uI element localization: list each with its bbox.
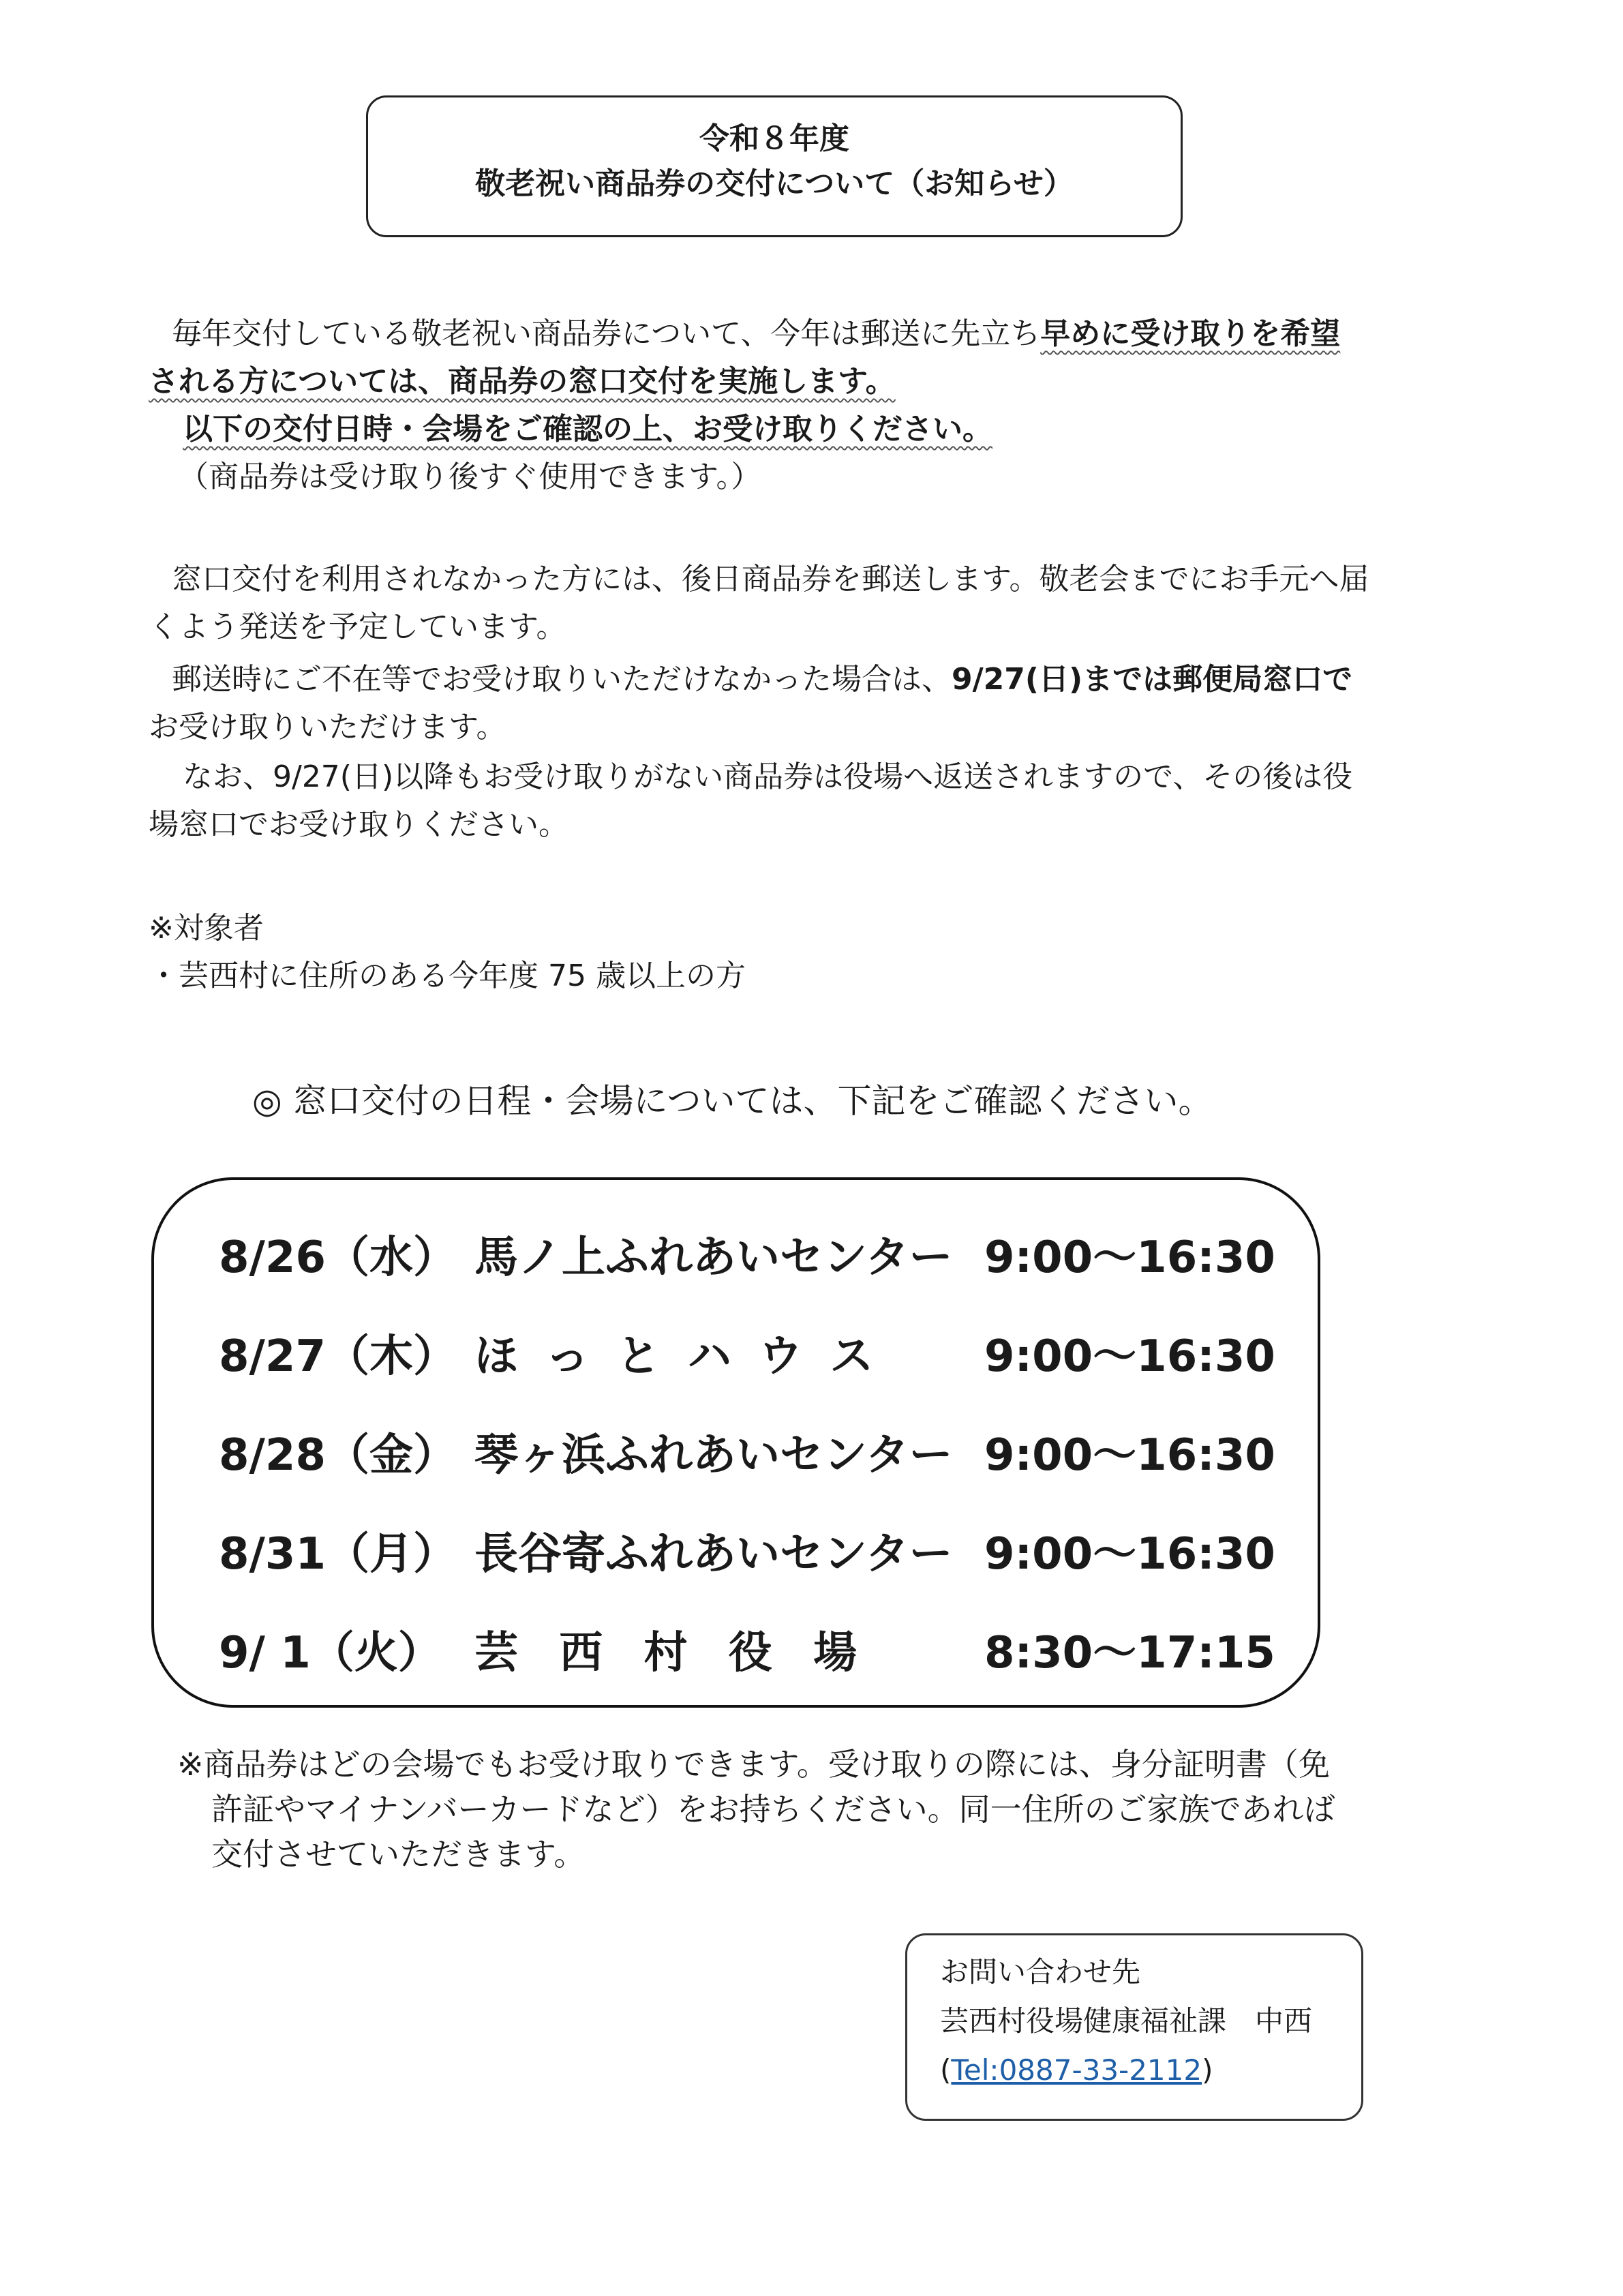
schedule-row [154,1420,1318,1481]
intro-line-3: 以下の交付日時・会場をご確認の上、お受け取りください。 [183,412,992,447]
page-title: 敬老祝い商品券の交付について（お知らせ） [475,166,1074,201]
target-item: ・芸西村に住所のある今年度 75 歳以上の方 [149,958,746,993]
mail-line-6: 場窓口でお受け取りください。 [149,807,568,842]
fiscal-year-label: 令和８年度 [699,121,849,156]
mail-line-2: くよう発送を予定しています。 [149,609,566,644]
schedule-date: 9/ 1（火） [219,1628,442,1678]
schedule-time: 9:00～16:30 [984,1233,1275,1283]
footnote-line-3: 交付させていただきます。 [211,1836,586,1873]
schedule-time: 8:30～17:15 [984,1628,1275,1678]
footnote-line-1: ※商品券はどの会場でもお受け取りできます。受け取りの際には、身分証明書（免 [177,1746,1330,1783]
schedule-date: 8/28（金） [219,1430,457,1481]
contact-box [905,1933,1363,2121]
mail-line-3: 郵送時にご不在等でお受け取りいただけなかった場合は、9/27(日)までは郵便局窓口で [172,662,1353,697]
schedule-date: 8/27（木） [219,1331,457,1382]
contact-tel-line: (Tel:0887-33-2112) [940,2053,1213,2087]
contact-department: 芸西村役場健康福祉課 中西 [940,2004,1313,2038]
contact-heading: お問い合わせ先 [940,1955,1141,1989]
intro-emphasis-a: 早めに受け取りを希望 [1040,316,1341,351]
schedule-row [154,1321,1318,1382]
schedule-venue: ほ っ と ハ ウ ス [474,1331,874,1382]
schedule-venue: 長谷寄ふれあいセンター [474,1529,953,1580]
schedule-venue: 馬ノ上ふれあいセンター [474,1233,953,1283]
schedule-time: 9:00～16:30 [984,1430,1275,1481]
footnote [177,1742,1335,1877]
footnote-line-2: 許証やマイナンバーカードなど）をお持ちください。同一住所のご家族であれば [211,1791,1335,1828]
mail-deadline-emphasis: 9/27(日)までは郵便局窓口で [952,662,1353,697]
schedule-row [154,1222,1318,1283]
intro-line-2: される方については、商品券の窓口交付を実施します。 [149,364,896,399]
schedule-time: 9:00～16:30 [984,1331,1275,1382]
schedule-time: 9:00～16:30 [984,1529,1275,1580]
mail-line-4: お受け取りいただけます。 [149,710,506,744]
schedule-date: 8/31（月） [219,1529,457,1580]
target-heading: ※対象者 [149,911,264,946]
intro-line-1: 毎年交付している敬老祝い商品券について、今年は郵送に先立ち早めに受け取りを希望 [172,316,1341,351]
schedule-box [151,1177,1320,1708]
schedule-row [154,1618,1318,1678]
schedule-row [154,1519,1318,1580]
mail-line-1: 窓口交付を利用されなかった方には、後日商品券を郵送します。敬老会までにお手元へ届 [172,562,1369,596]
tel-link[interactable]: Tel:0887-33-2112 [951,2053,1202,2087]
intro-line-4: （商品券は受け取り後すぐ使用できます。） [179,459,761,494]
schedule-note: ◎ 窓口交付の日程・会場については、下記をご確認ください。 [252,1081,1213,1121]
schedule-venue: 琴ヶ浜ふれあいセンター [474,1430,953,1481]
schedule-venue: 芸 西 村 役 場 [474,1628,858,1678]
title-box [366,95,1183,237]
mail-line-5: なお、9/27(日)以降もお受け取りがない商品券は役場へ返送されますので、その後は役 [183,759,1353,794]
schedule-date: 8/26（水） [219,1233,457,1283]
